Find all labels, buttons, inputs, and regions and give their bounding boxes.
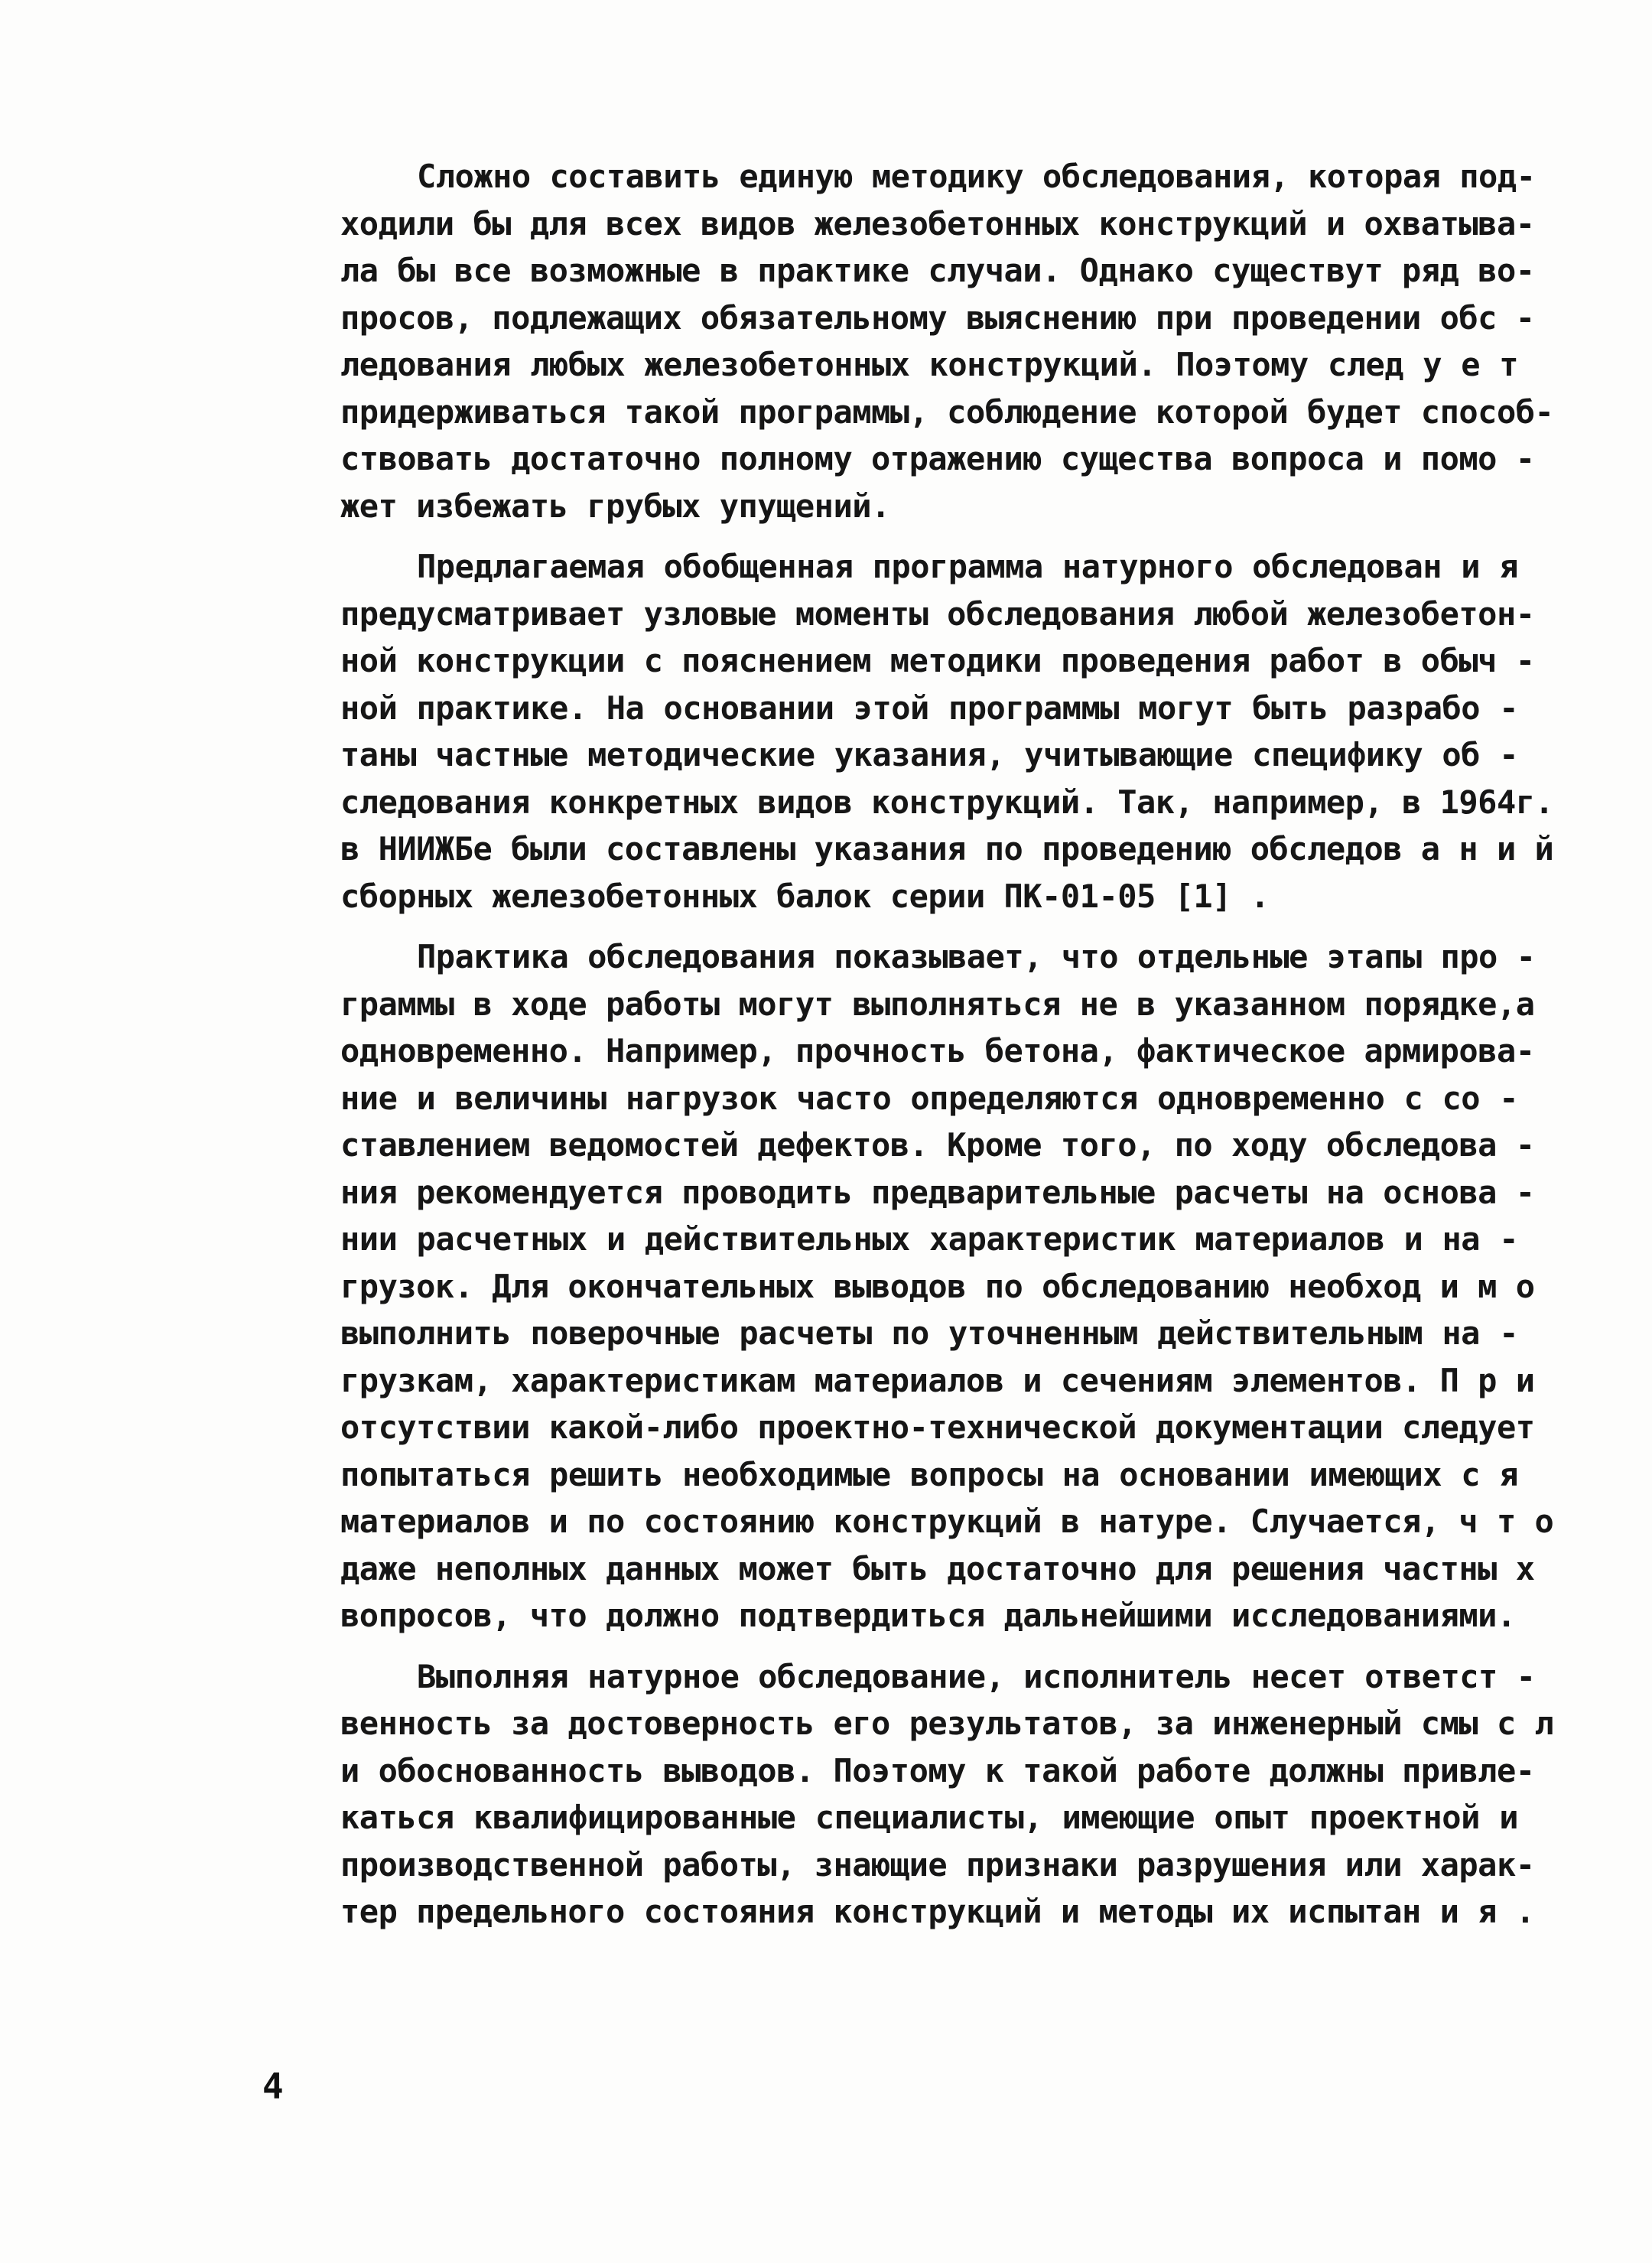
text-line: ной практике. На основании этой программы могут быть разрабо -	[340, 689, 1518, 727]
text-line: каться квалифицированные специалисты, имеющие опыт проектной и	[340, 1799, 1518, 1836]
text-line: в НИИЖБе были составлены указания по проведению обследов а н и й	[340, 830, 1554, 868]
text-line: тер предельного состояния конструкций и методы их испытан и я .	[340, 1893, 1535, 1930]
body-text	[264, 153, 1554, 1949]
text-line: Выполняя натурное обследование, исполнитель несет ответст -	[417, 1657, 1536, 1695]
text-line: просов, подлежащих обязательному выяснению при проведении обс -	[340, 298, 1535, 337]
text-line: ла бы все возможные в практике случаи. Однако существут ряд во-	[340, 252, 1535, 289]
text-line: придерживаться такой программы, соблюдение которой будет способ-	[340, 392, 1554, 431]
text-line: жет избежать грубых упущений.	[340, 487, 890, 525]
text-line: ной конструкции с пояснением методики проведения работ в обыч -	[340, 642, 1535, 679]
text-line: выполнить поверочные расчеты по уточненным действительным на -	[340, 1314, 1518, 1352]
text-line: предусматривает узловые моменты обследования любой железобетон-	[340, 594, 1535, 633]
text-line: ходили бы для всех видов железобетонных конструкций и охватыва-	[340, 204, 1535, 243]
paragraph-4	[264, 1653, 1554, 1936]
page-number: 4	[262, 2066, 284, 2107]
text-line: сборных железобетонных балок серии ПК-01-05 [1] .	[340, 877, 1270, 915]
text-line: материалов и по состоянию конструкций в натуре. Случается, ч т о	[340, 1503, 1554, 1540]
text-line: грузок. Для окончательных выводов по обследованию необход и м о	[340, 1267, 1535, 1305]
text-line: ния рекомендуется проводить предварительные расчеты на основа -	[340, 1173, 1535, 1211]
text-line: Предлагаемая обобщенная программа натурного обследован и я	[417, 548, 1518, 585]
text-line: Практика обследования показывает, что отдельные этапы про -	[417, 938, 1536, 975]
text-line: вопросов, что должно подтвердиться дальнейшими исследованиями.	[340, 1597, 1516, 1634]
text-line: попытаться решить необходимые вопросы на основании имеющих с я	[340, 1455, 1518, 1493]
text-line: ставлением ведомостей дефектов. Кроме того, по ходу обследова -	[340, 1126, 1535, 1164]
text-line: ствовать достаточно полному отражению существа вопроса и помо -	[340, 440, 1535, 477]
text-line: и обоснованность выводов. Поэтому к такой работе должны привле-	[340, 1751, 1535, 1789]
text-line: таны частные методические указания, учитывающие специфику об -	[340, 736, 1518, 773]
text-line: даже неполных данных может быть достаточно для решения частны х	[340, 1549, 1535, 1587]
paragraph-1	[264, 153, 1554, 529]
text-line: отсутствии какой-либо проектно-технической документации следует	[340, 1408, 1535, 1446]
text-line: ледования любых железобетонных конструкций. Поэтому след у е т	[340, 346, 1518, 383]
paragraph-2	[264, 543, 1554, 920]
text-line: грузкам, характеристикам материалов и сечениям элементов. П р и	[340, 1361, 1535, 1399]
text-line: Сложно составить единую методику обследования, которая под-	[417, 158, 1536, 195]
text-line: одновременно. Например, прочность бетона, фактическое армирова-	[340, 1032, 1535, 1070]
text-line: производственной работы, знающие признаки разрушения или харак-	[340, 1845, 1535, 1884]
text-line: венность за достоверность его результатов, за инженерный смы с л	[340, 1705, 1554, 1742]
text-line: ние и величины нагрузок часто определяются одновременно с со -	[340, 1079, 1518, 1117]
text-line: нии расчетных и действительных характеристик материалов и на -	[340, 1220, 1518, 1258]
text-line: следования конкретных видов конструкций. Так, например, в 1964г.	[340, 783, 1554, 821]
paragraph-3	[264, 933, 1554, 1639]
text-line: граммы в ходе работы могут выполняться не в указанном порядке,а	[340, 985, 1535, 1023]
